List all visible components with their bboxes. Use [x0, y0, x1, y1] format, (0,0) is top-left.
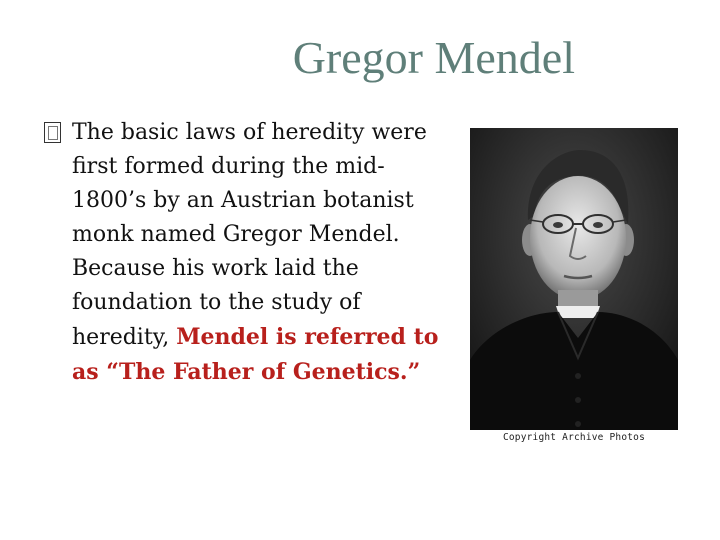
- box-bullet-icon: [44, 122, 61, 143]
- body-text-highlight: Mendel is referred to as “The Father of Genetics.”: [72, 324, 439, 385]
- body-text-plain: The basic laws of heredity were first formed during the mid-1800’s by an Austrian botanist monk named Gregor Mendel. Because his work laid the foundation to the study of heredity,: [72, 120, 427, 350]
- bullet-item: [50, 116, 450, 390]
- portrait-photo: [470, 128, 678, 430]
- slide-title: Gregor Mendel: [292, 32, 575, 83]
- portrait-illustration: [470, 128, 678, 430]
- slide-body: [50, 116, 450, 390]
- photo-caption: Copyright Archive Photos: [502, 432, 646, 443]
